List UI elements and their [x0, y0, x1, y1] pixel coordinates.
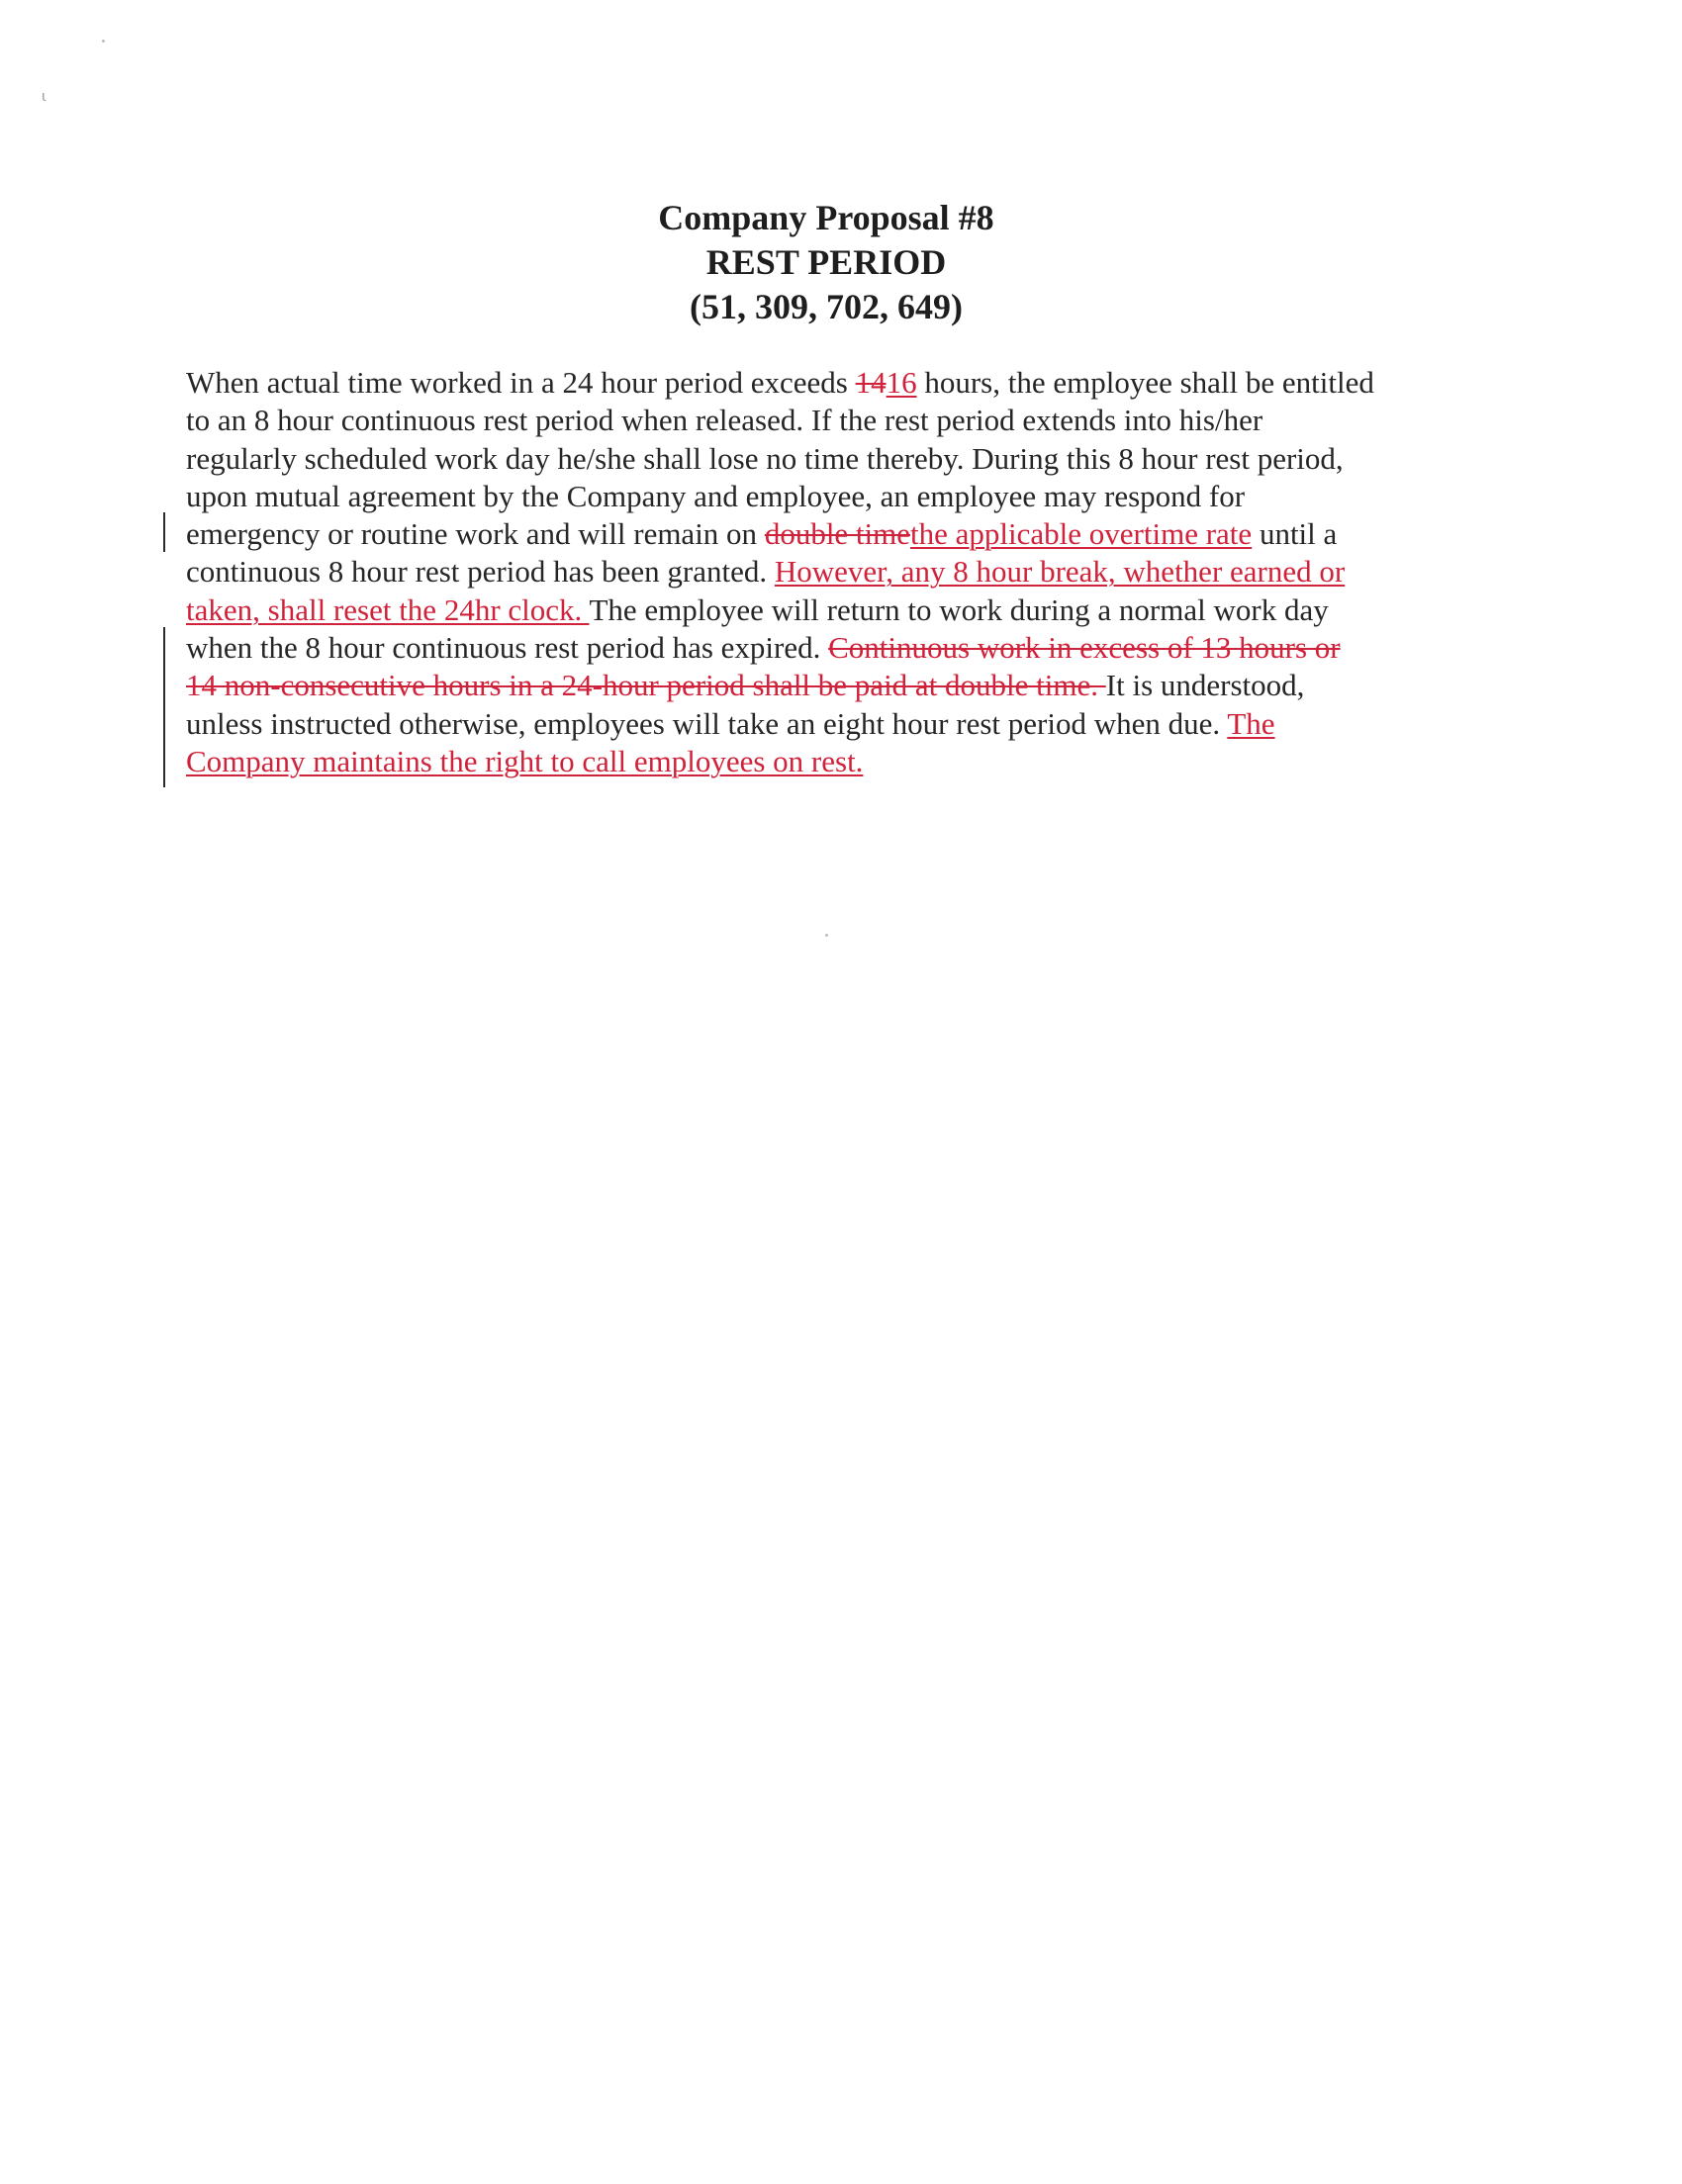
- deleted-text: Continuous work in excess of 13 hours or: [828, 630, 1341, 666]
- revision-change-bar: [163, 627, 165, 787]
- proposal-paragraph: [186, 364, 1472, 780]
- paragraph-line-5: [186, 515, 1472, 553]
- text-run: The employee will return to work during a normal work day: [589, 592, 1329, 627]
- scan-speck: [825, 934, 828, 937]
- paragraph-line-3: regularly scheduled work day he/she shall lose no time thereby. During this 8 hour rest period,: [186, 440, 1344, 476]
- deleted-text: 14: [855, 365, 887, 400]
- text-run: It is understood,: [1105, 668, 1305, 703]
- deleted-text: double time: [764, 516, 911, 552]
- scan-speck: [102, 40, 105, 43]
- text-run: hours, the employee shall be entitled: [916, 365, 1374, 400]
- text-run: When actual time worked in a 24 hour period exceeds: [186, 365, 856, 400]
- revision-change-bar: [163, 512, 165, 552]
- inserted-text: Company maintains the right to call employees on rest.: [186, 743, 864, 778]
- scan-mark: ι: [42, 89, 47, 105]
- title-line-2: REST PERIOD: [705, 242, 947, 282]
- inserted-text: the applicable overtime rate: [910, 516, 1253, 552]
- paragraph-line-7: [186, 592, 1472, 629]
- inserted-text: taken, shall reset the 24hr clock.: [186, 592, 590, 627]
- title-line-1: Company Proposal #8: [658, 198, 994, 237]
- text-run: emergency or routine work and will remain on: [186, 516, 765, 552]
- paragraph-line-10: [186, 705, 1472, 743]
- paragraph-line-11: [186, 743, 1472, 780]
- paragraph-line-6: [186, 553, 1472, 591]
- paragraph-line-4: upon mutual agreement by the Company and employee, an employee may respond for: [186, 478, 1246, 513]
- inserted-text: 16: [886, 365, 917, 400]
- text-run: continuous 8 hour rest period has been granted.: [186, 554, 775, 590]
- deleted-text: 14 non-consecutive hours in a 24-hour period shall be paid at double time.: [186, 668, 1106, 703]
- text-run: unless instructed otherwise, employees will take an eight hour rest period when due.: [186, 705, 1228, 741]
- paragraph-line-1: [186, 364, 1472, 402]
- paragraph-line-9: [186, 667, 1472, 704]
- inserted-text: However, any 8 hour break, whether earned or: [774, 554, 1346, 590]
- paragraph-line-2: to an 8 hour continuous rest period when released. If the rest period extends into his/her: [186, 403, 1263, 438]
- proposal-title: [0, 196, 1652, 329]
- text-run: when the 8 hour continuous rest period has expired.: [186, 630, 829, 666]
- paragraph-line-8: [186, 629, 1472, 667]
- inserted-text: The: [1227, 705, 1275, 741]
- title-line-3: (51, 309, 702, 649): [690, 287, 963, 326]
- text-run: until a: [1252, 516, 1338, 552]
